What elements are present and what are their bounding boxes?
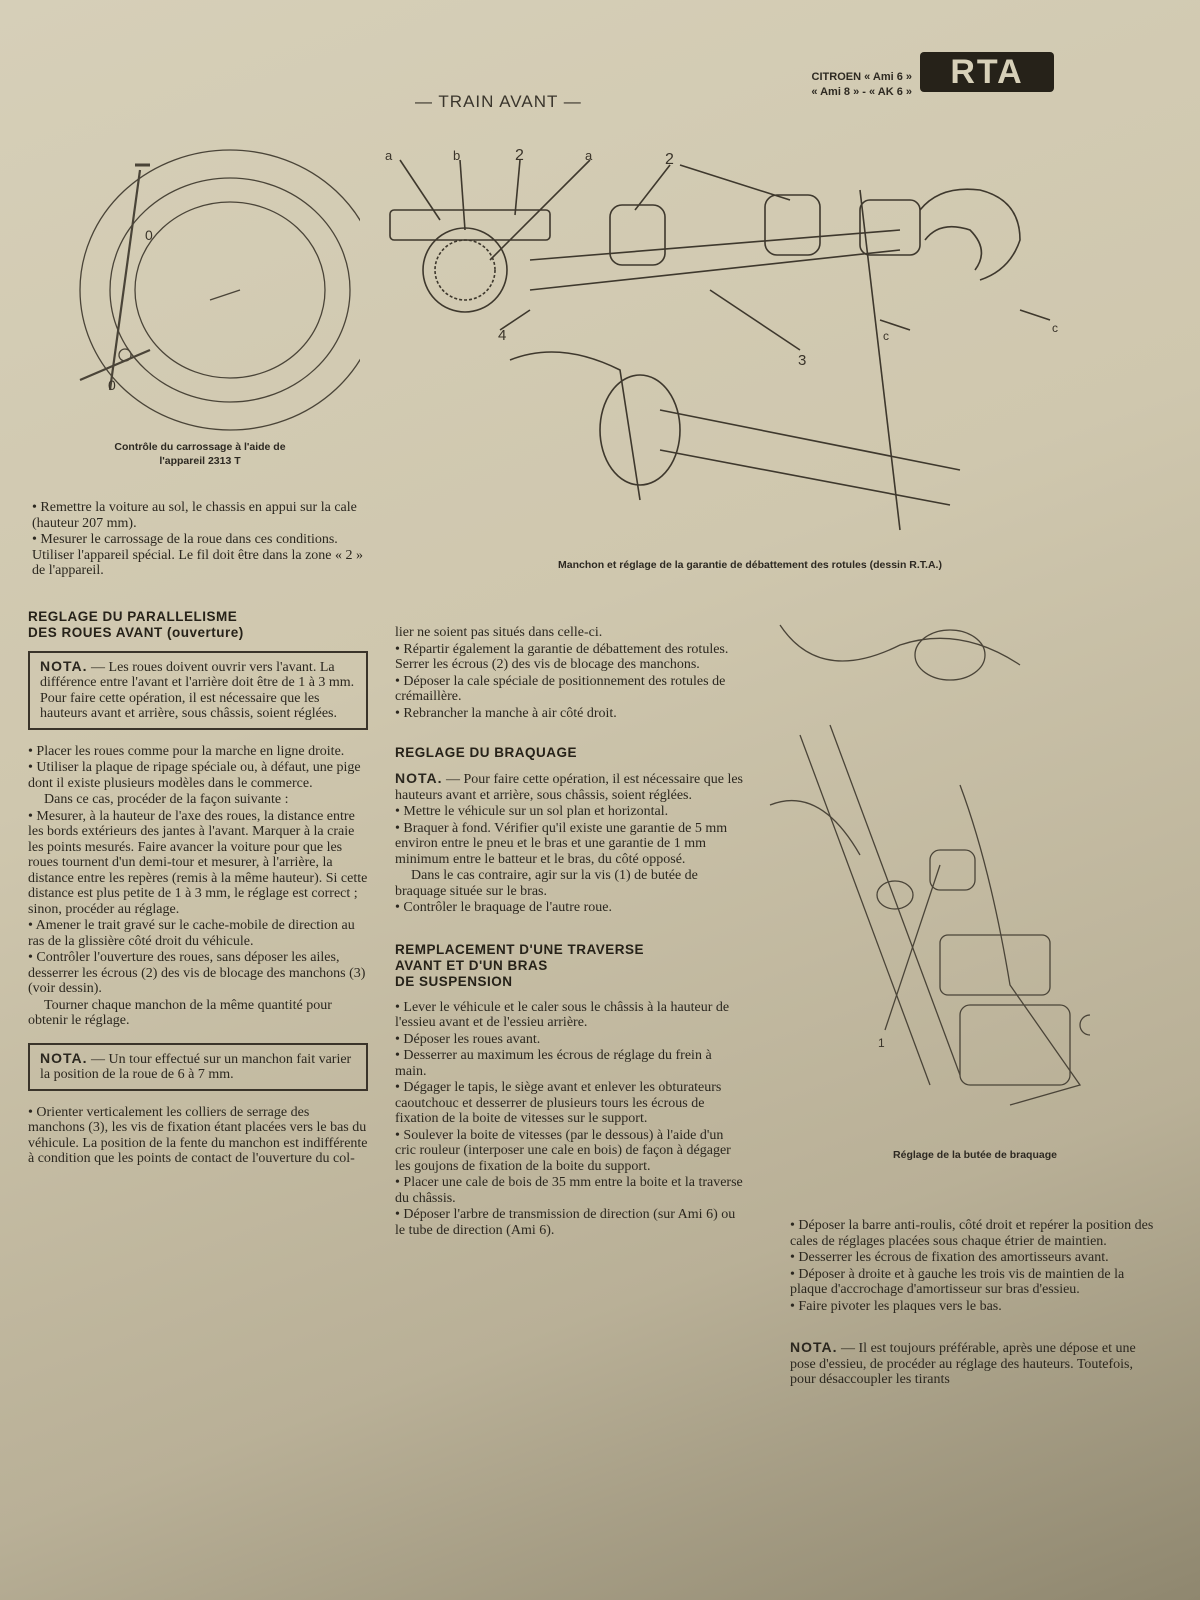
section-title: — TRAIN AVANT — — [415, 92, 582, 111]
braquage-step-1: • Mettre le véhicule sur un sol plan et horizontal. — [395, 804, 669, 819]
heading-remplacement-line1: REMPLACEMENT D'UNE TRAVERSE — [395, 941, 644, 957]
nota-text: — Les roues doivent ouvrir vers l'avant. La différence entre l'avant et l'arrière doit être de 1 à 3 mm. Pour faire cette opération, il est nécessaire que les hauteurs avant et arrière, sous châssis, soient réglées. — [40, 659, 355, 721]
fig1-label-0a: 0 — [145, 227, 153, 243]
fig1-caption-line1: Contrôle du carrossage à l'aide de — [114, 441, 286, 453]
rta-logo: RTA — [920, 52, 1054, 92]
nota-text: — Pour faire cette opération, il est nécessaire que les hauteurs avant et arrière, sous châssis, soient réglées. — [395, 772, 744, 803]
heading-remplacement-line2: AVANT ET D'UN BRAS — [395, 957, 548, 973]
col3-step-2: • Desserrer les écrous de fixation des amortisseurs avant. — [790, 1250, 1109, 1265]
fig1-label-0b: 0 — [108, 377, 116, 393]
model-line-2: « Ami 8 » - « AK 6 » — [811, 86, 912, 98]
column-2 — [395, 625, 745, 1239]
fig1-caption — [50, 440, 350, 468]
col1-step-5: • Amener le trait gravé sur le cache-mobile de direction au ras de la glissière côté droit du véhicule. — [28, 918, 355, 949]
fig2-label-2b: 2 — [665, 151, 674, 168]
col1-intro-1: • Remettre la voiture au sol, le chassis en appui sur la cale (hauteur 207 mm). — [32, 500, 357, 531]
braquage-step-3: Dans le cas contraire, agir sur la vis (1) de butée de braquage située sur le bras. — [395, 868, 698, 899]
fig3-caption: Réglage de la butée de braquage — [893, 1149, 1057, 1161]
col3-step-4: • Faire pivoter les plaques vers le bas. — [790, 1298, 1002, 1314]
remp-step-2: • Déposer les roues avant. — [395, 1031, 541, 1047]
col3-step-3: • Déposer à droite et à gauche les trois vis de maintien de la plaque d'accrochage d'amortisseur sur bras d'essieu. — [790, 1266, 1125, 1297]
braquage-nota — [395, 771, 745, 803]
column-1 — [28, 500, 368, 1168]
fig2-label-b: b — [453, 148, 461, 163]
column-3 — [790, 1218, 1160, 1389]
nota-text: — Il est toujours préférable, après une dépose et une pose d'essieu, de procéder au réglage des hauteurs. Toutefois, pour désaccoupler les tirants — [790, 1341, 1136, 1387]
col2-cont-2: • Répartir également la garantie de débattement des rotules. Serrer les écrous (2) des vis de blocage des manchons. — [395, 641, 729, 672]
heading-parallelisme — [28, 609, 368, 641]
fig2-label-c2: c — [1052, 321, 1058, 335]
remp-step-1: • Lever le véhicule et le caler sous le châssis à la hauteur de l'essieu avant et de l'essieu arrière. — [395, 999, 730, 1030]
heading-remplacement-line3: DE SUSPENSION — [395, 973, 513, 989]
heading-braquage: REGLAGE DU BRAQUAGE — [395, 745, 578, 760]
col2-cont-3: • Déposer la cale spéciale de positionnement des rotules de crémaillère. — [395, 673, 726, 704]
fig1-caption-line2: l'appareil 2313 T — [159, 455, 241, 467]
col3-nota — [790, 1340, 1160, 1388]
nota-box-parallelisme — [28, 651, 368, 730]
fig2-label-a1: a — [385, 148, 393, 163]
col1-step-6: • Contrôler l'ouverture des roues, sans déposer les ailes, desserrer les écrous (2) des vis de blocage des manchons (3) (voir dessin). — [28, 950, 366, 996]
col2-cont-4: • Rebrancher la manche à air côté droit. — [395, 705, 617, 721]
braquage-step-4: • Contrôler le braquage de l'autre roue. — [395, 900, 612, 915]
fig2-label-a2: a — [585, 148, 593, 163]
model-reference — [752, 70, 912, 100]
heading-parallelisme-line1: REGLAGE DU PARALLELISME — [28, 608, 238, 624]
col1-tail: • Orienter verticalement les colliers de serrage des manchons (3), les vis de fixation étant placées vers le bas du véhicule. La position de la fente du manchon est indifférente à condition que les points de contact de l'ouverture du col- — [28, 1104, 368, 1166]
col2-cont-1: lier ne soient pas situés dans celle-ci. — [395, 625, 603, 640]
remp-step-5: • Soulever la boite de vitesses (par le dessous) à l'aide d'un cric rouleur (interposer une cale en bois) de façon à dégager les goujons de fixation de la boite du support. — [395, 1127, 731, 1174]
figure-camber-gauge — [40, 140, 360, 440]
remp-step-7: • Déposer l'arbre de transmission de direction (sur Ami 6) ou le tube de direction (Ami 6). — [395, 1207, 736, 1238]
fig2-label-4: 4 — [498, 327, 507, 344]
nota-box-manchon — [28, 1043, 368, 1091]
col1-step-7: Tourner chaque manchon de la même quantité pour obtenir le réglage. — [28, 997, 332, 1028]
nota-text: — Un tour effectué sur un manchon fait varier la position de la roue de 6 à 7 mm. — [40, 1051, 352, 1082]
fig2-label-2a: 2 — [515, 147, 524, 164]
figure-butee-braquage — [760, 605, 1090, 1125]
nota-label: NOTA. — [790, 1339, 838, 1355]
heading-parallelisme-line2: DES ROUES AVANT (ouverture) — [28, 624, 244, 640]
nota-label: NOTA. — [40, 657, 88, 674]
fig2-caption: Manchon et réglage de la garantie de débattement des rotules (dessin R.T.A.) — [558, 559, 942, 571]
fig2-label-c1: c — [883, 329, 889, 343]
col1-intro-2: • Mesurer le carrossage de la roue dans ces conditions. Utiliser l'appareil spécial. Le fil doit être dans la zone « 2 » de l'appareil. — [32, 532, 364, 578]
braquage-step-2: • Braquer à fond. Vérifier qu'il existe une garantie de 5 mm environ entre le pneu et le bras et une garantie de 1 mm minimum entre le batteur et le bras, du côté opposé. — [395, 820, 728, 867]
fig2-label-3: 3 — [798, 352, 807, 369]
col1-step-2: • Utiliser la plaque de ripage spéciale ou, à défaut, une pige dont il existe plusieurs modèles dans le commerce. — [28, 760, 361, 791]
fig3-label-1: 1 — [878, 1036, 885, 1050]
col1-step-4: • Mesurer, à la hauteur de l'axe des roues, la distance entre les bords extérieurs des jantes à l'avant. Marquer à la craie les points mesurés. Faire avancer la voiture pour que les roues tournent d'un demi-tour et mesurer, à l'arrière, la distance entre les repères (remis à la même hauteur). Si cette distance est plus petite de 1 à 3 mm, le réglage est correct ; sinon, procéder au réglage. — [28, 808, 368, 917]
nota-label: NOTA. — [40, 1049, 88, 1066]
remp-step-6: • Placer une cale de bois de 35 mm entre la boite et la traverse du châssis. — [395, 1175, 743, 1206]
col1-step-1: • Placer les roues comme pour la marche en ligne droite. — [28, 743, 345, 759]
remp-step-4: • Dégager le tapis, le siège avant et enlever les obturateurs caoutchouc et desserrer de plusieurs tours les écrous de fixation de la boite de vitesses sur le support. — [395, 1080, 722, 1126]
nota-label: NOTA. — [395, 770, 443, 786]
col3-step-1: • Déposer la barre anti-roulis, côté droit et repérer la position des cales de réglages placées sous chaque étrier de maintien. — [790, 1218, 1154, 1249]
figure-manchon-rotules — [380, 140, 1080, 540]
col1-step-3: Dans ce cas, procéder de la façon suivante : — [44, 792, 289, 807]
heading-remplacement — [395, 942, 745, 990]
model-line-1: CITROEN « Ami 6 » — [811, 71, 912, 83]
remp-step-3: • Desserrer au maximum les écrous de réglage du frein à main. — [395, 1048, 712, 1079]
